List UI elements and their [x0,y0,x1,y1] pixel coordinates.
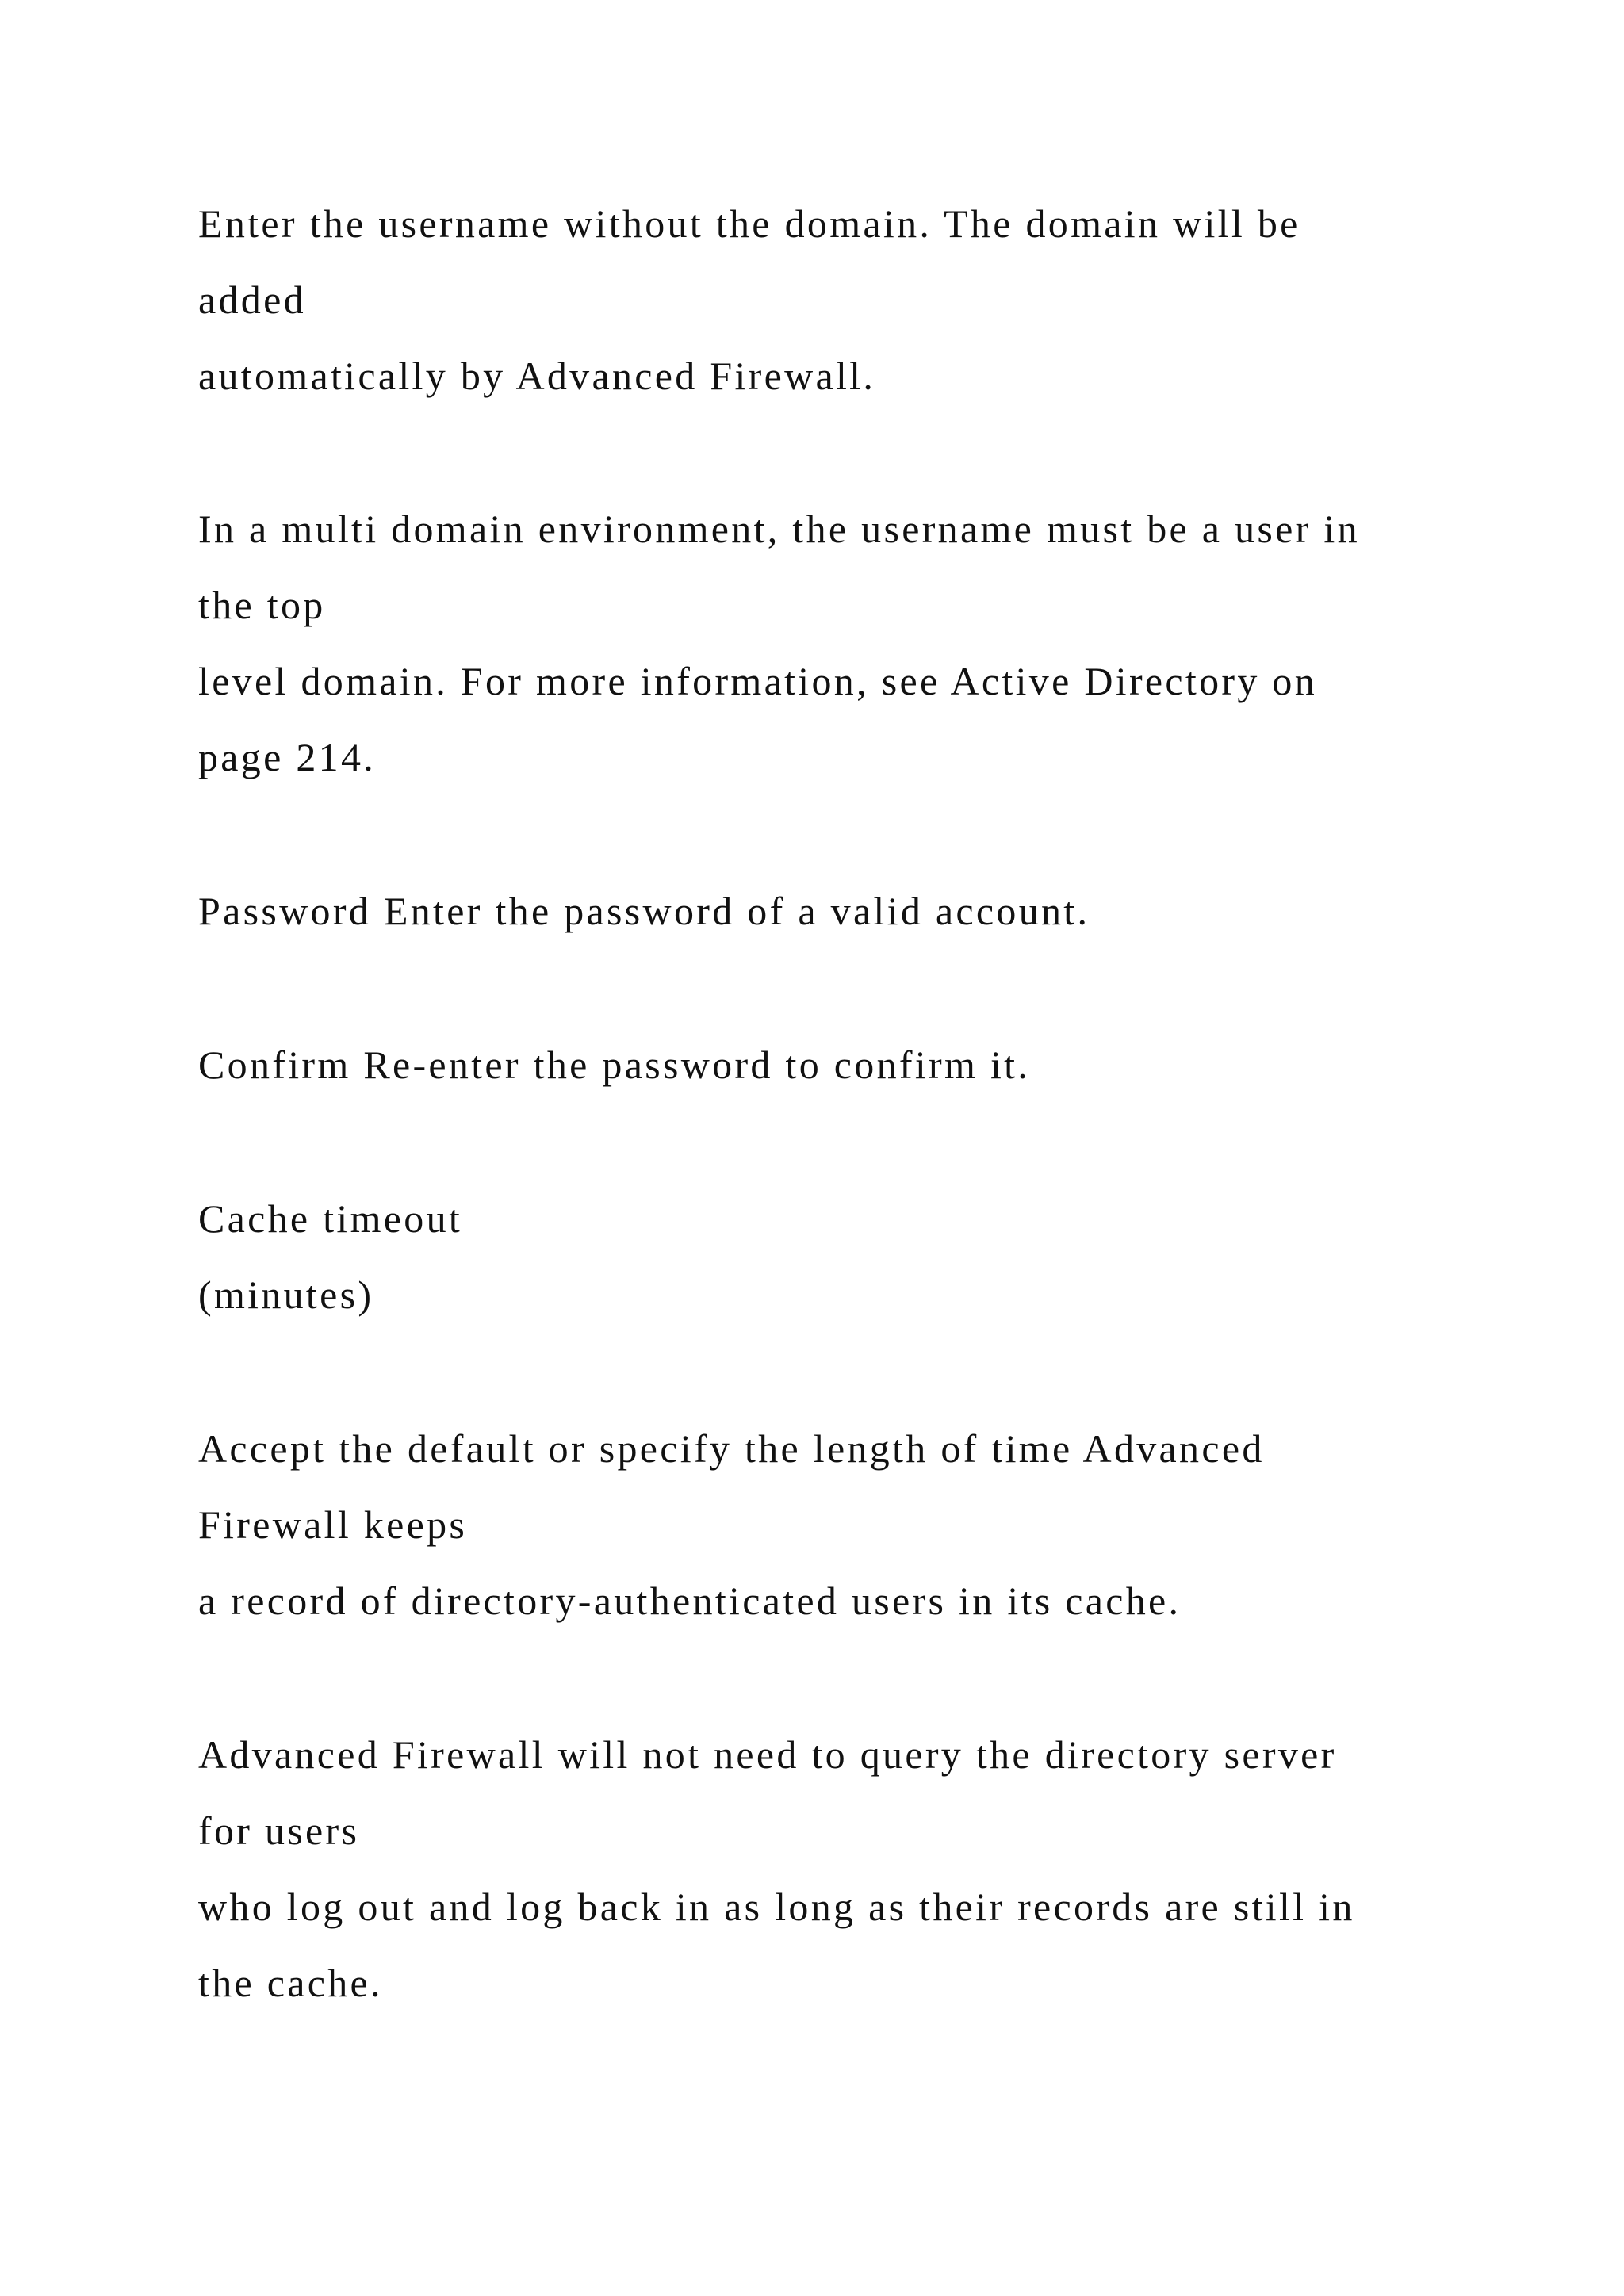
cache-timeout-label-line-1: Cache timeout [198,1196,463,1241]
cache-query-note-line-3: who log out and log back in as long as their records are still in [198,1885,1355,1929]
password-description: Password Enter the password of a valid account. [198,889,1090,933]
multi-domain-line-1: In a multi domain environment, the username must be a user in [198,507,1360,551]
cache-timeout-description-line-1: Accept the default or specify the length of time Advanced [198,1426,1265,1471]
cache-query-note-line-4: the cache. [198,1961,383,2005]
username-instruction-line-2: added [198,277,306,322]
cache-timeout-description-line-2: Firewall keeps [198,1502,468,1547]
multi-domain-line-3: level domain. For more information, see Active Directory on [198,659,1318,703]
multi-domain-line-4: page 214. [198,735,377,779]
cache-query-note-line-1: Advanced Firewall will not need to query the directory server [198,1732,1337,1777]
confirm-description: Confirm Re-enter the password to confirm it. [198,1043,1031,1087]
cache-query-note-line-2: for users [198,1808,360,1853]
cache-timeout-description-line-3: a record of directory-authenticated users in its cache. [198,1578,1182,1623]
username-instruction-line-3: automatically by Advanced Firewall. [198,354,876,398]
username-instruction-line-1: Enter the username without the domain. The domain will be [198,201,1300,246]
cache-timeout-label-line-2: (minutes) [198,1272,374,1317]
multi-domain-line-2: the top [198,583,326,627]
